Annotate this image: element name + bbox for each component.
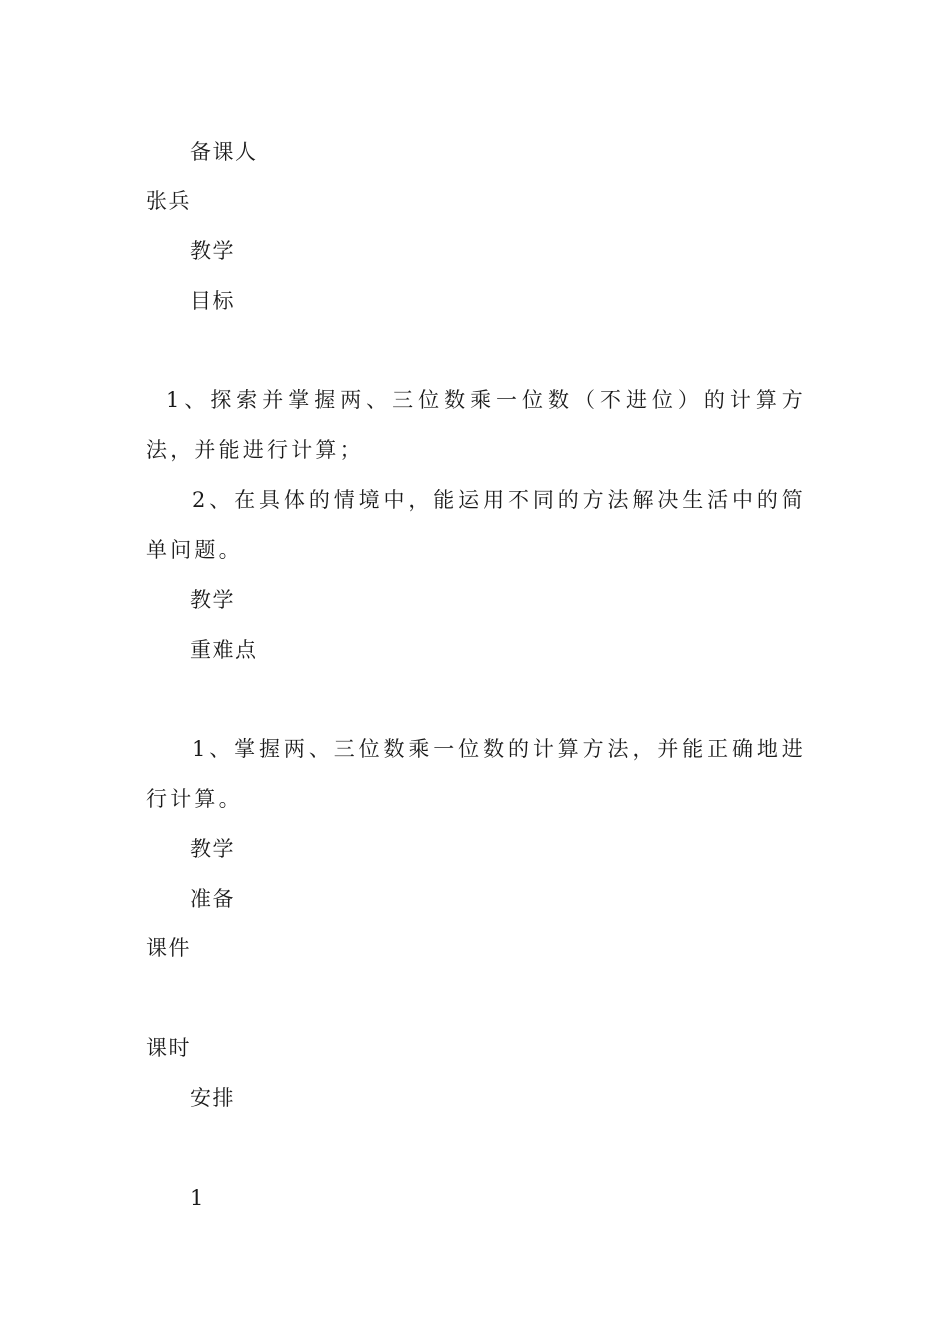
objective-item-2: 2、在具体的情境中，能运用不同的方法解决生活中的简单问题。 xyxy=(146,488,806,562)
keypoints-label-line2: 重难点 xyxy=(190,638,258,662)
schedule-value: 1 xyxy=(190,1186,205,1210)
prep-label-line2: 准备 xyxy=(190,887,235,911)
objectives-label-line2: 目标 xyxy=(190,289,235,313)
prep-value: 课件 xyxy=(146,936,191,960)
preparer-name: 张兵 xyxy=(146,189,191,213)
keypoint-item-1: 1、掌握两、三位数乘一位数的计算方法，并能正确地进行计算。 xyxy=(146,737,806,811)
keypoints-label-line1: 教学 xyxy=(190,588,235,612)
objectives-label-line1: 教学 xyxy=(190,239,235,263)
prep-label-line1: 教学 xyxy=(190,837,235,861)
schedule-label-line1: 课时 xyxy=(146,1036,191,1060)
schedule-label-line2: 安排 xyxy=(190,1086,235,1110)
objective-item-1: 1、探索并掌握两、三位数乘一位数（不进位）的计算方法，并能进行计算； xyxy=(146,388,806,462)
preparer-label: 备课人 xyxy=(190,140,258,164)
